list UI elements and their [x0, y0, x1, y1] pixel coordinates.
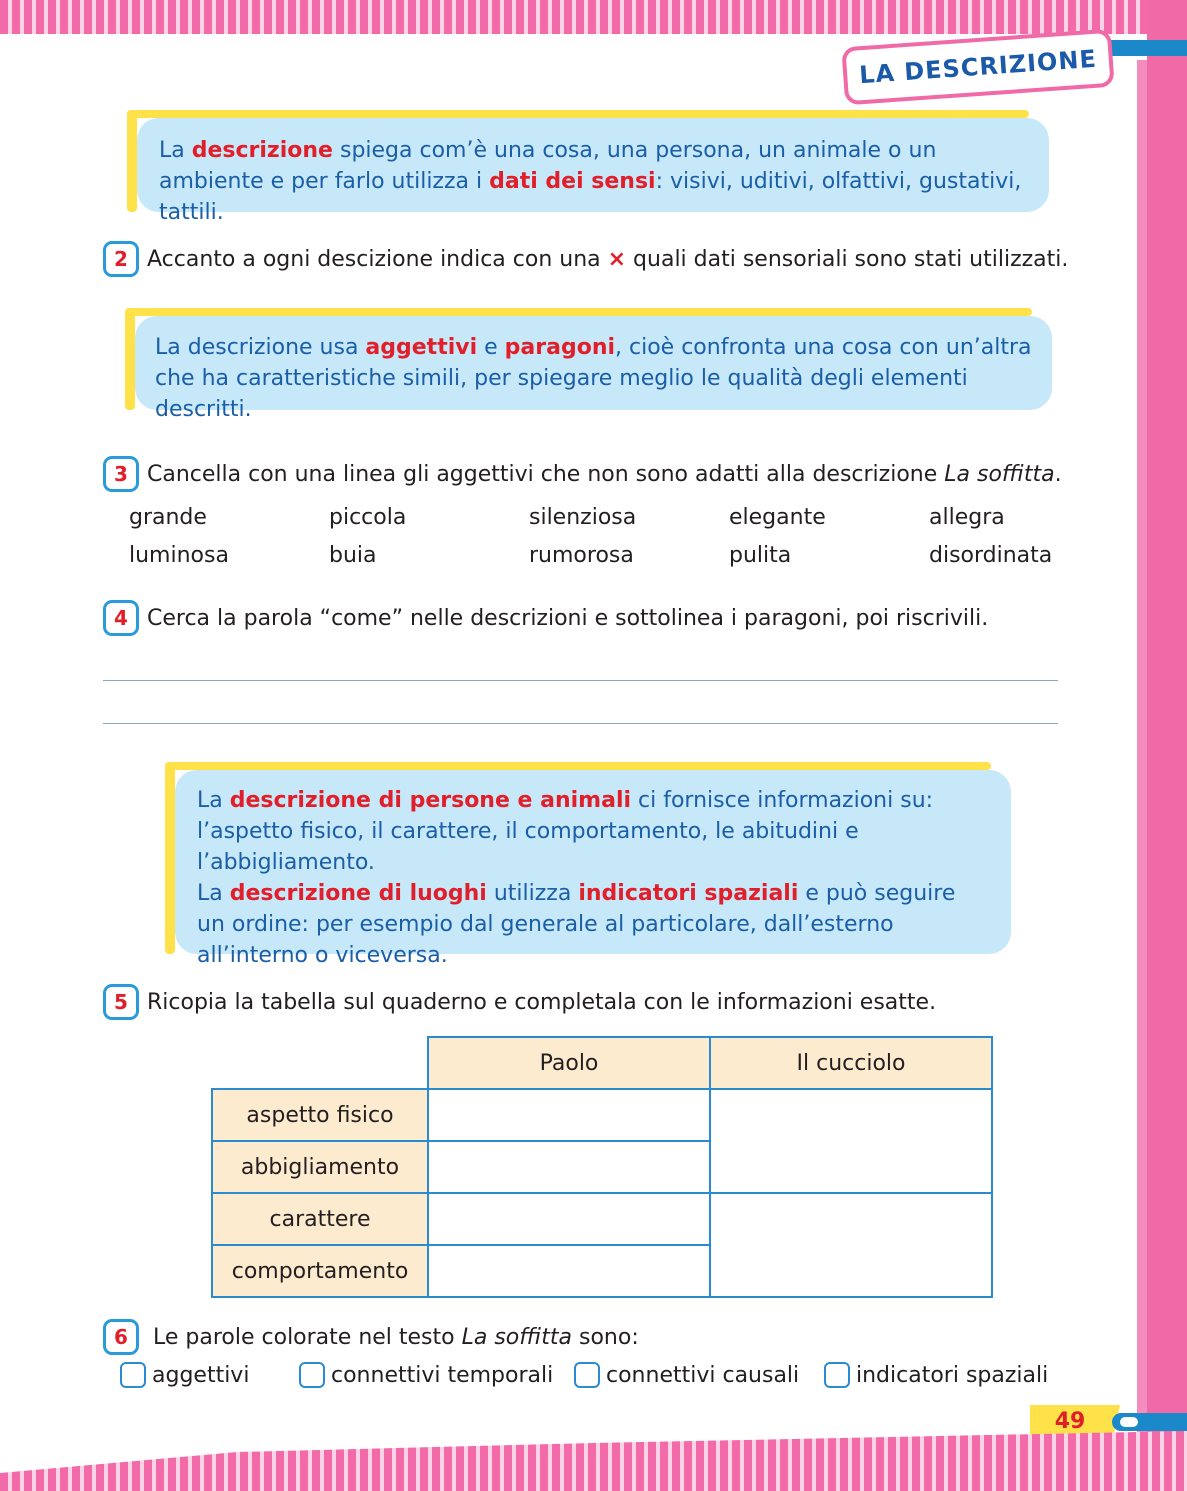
exercise-text: Cancella con una linea gli aggettivi che non sono adatti alla descrizione La soffitta. [147, 461, 1062, 487]
option-connettivi-temporali[interactable] [299, 1362, 553, 1388]
info-text: e può seguire un ordine: per esempio dal generale al particolare, dall’esterno all’interno o viceversa. [197, 881, 956, 968]
table-header-cucciolo: Il cucciolo [710, 1037, 992, 1089]
table-cell[interactable] [710, 1193, 992, 1297]
adjective[interactable]: disordinata [929, 543, 1053, 568]
table-cell[interactable] [710, 1089, 992, 1193]
info-text: , cioè confronta una cosa con un’altra che ha caratteristiche simili, per spiegare meglio le qualità degli elementi descritti. [155, 335, 1032, 422]
adjective[interactable]: piccola [329, 505, 407, 530]
option-aggettivi[interactable] [120, 1362, 249, 1388]
info-text: utilizza [486, 881, 579, 906]
exercise-6 [103, 1319, 639, 1355]
exercise-2 [103, 241, 1068, 277]
highlight-strip [127, 110, 1029, 118]
page-tab-dot [1120, 1417, 1138, 1427]
info-box-descrizione [137, 118, 1049, 225]
adjective[interactable]: rumorosa [529, 543, 634, 568]
adjective[interactable]: grande [129, 505, 207, 530]
bottom-stripes [0, 1431, 1187, 1491]
exercise-number: 3 [103, 456, 139, 492]
exercise-text: Cerca la parola “come” nelle descrizioni e sottolinea i paragoni, poi riscrivili. [147, 605, 989, 631]
checkbox[interactable] [299, 1362, 325, 1388]
info-text: : visivi, uditivi, olfattivi, gustativi, tattili. [159, 169, 1022, 225]
info-text: La [197, 881, 230, 906]
keyword: descrizione di luoghi [229, 881, 487, 906]
highlight-strip-left [165, 762, 175, 954]
exercise-5 [103, 984, 936, 1020]
exercise-text: Le parole colorate nel testo La soffitta sono: [153, 1324, 639, 1350]
option-connettivi-causali[interactable] [574, 1362, 799, 1388]
text-title: La soffitta [944, 461, 1055, 487]
info-box-aggettivi-paragoni [135, 316, 1052, 422]
adjective[interactable]: pulita [729, 543, 792, 568]
table-cell[interactable] [428, 1245, 710, 1297]
option-label: aggettivi [152, 1362, 250, 1388]
info-text: La descrizione usa [155, 335, 366, 360]
table-cell[interactable] [428, 1141, 710, 1193]
keyword: dati dei sensi [489, 169, 656, 194]
adjective[interactable]: silenziosa [529, 505, 637, 530]
section-title-tag [841, 29, 1114, 106]
adjective[interactable]: elegante [729, 505, 826, 530]
right-border-band [1147, 0, 1187, 1491]
keyword: paragoni [504, 335, 616, 360]
exercise-number: 4 [103, 600, 139, 636]
keyword: descrizione di persone e animali [229, 788, 632, 813]
info-text: spiega com’è una cosa, una persona, un animale o un ambiente e per farlo utilizza i [159, 138, 937, 194]
keyword: descrizione [191, 138, 333, 163]
writing-line[interactable] [103, 723, 1058, 724]
option-indicatori-spaziali[interactable] [824, 1362, 1048, 1388]
option-label: connettivi temporali [331, 1362, 554, 1388]
table-row-label: comportamento [212, 1245, 428, 1297]
exercise-text: Ricopia la tabella sul quaderno e completala con le informazioni esatte. [147, 989, 937, 1015]
checkbox[interactable] [120, 1362, 146, 1388]
info-text: ci fornisce informazioni su: l’aspetto fisico, il carattere, il comportamento, le abitudini e l’abbigliamento. [197, 788, 934, 875]
info-table [211, 1036, 993, 1298]
keyword: aggettivi [365, 335, 478, 360]
option-label: indicatori spaziali [856, 1362, 1049, 1388]
table-corner [212, 1037, 428, 1089]
keyword: indicatori spaziali [578, 881, 799, 906]
exercise-number: 5 [103, 984, 139, 1020]
highlight-strip-left [127, 110, 137, 212]
table-cell[interactable] [428, 1193, 710, 1245]
checkbox[interactable] [574, 1362, 600, 1388]
checkbox[interactable] [824, 1362, 850, 1388]
info-text: La [197, 788, 230, 813]
table-header-paolo: Paolo [428, 1037, 710, 1089]
exercise-text: Accanto a ogni descizione indica con una × quali dati sensoriali sono stati utilizzati. [147, 246, 1069, 272]
page-number: 49 [1054, 1409, 1086, 1434]
info-box-persone-luoghi [175, 770, 1011, 968]
top-stripes [0, 0, 1187, 34]
writing-line[interactable] [103, 680, 1058, 681]
table-cell[interactable] [428, 1089, 710, 1141]
adjective[interactable]: luminosa [129, 543, 229, 568]
cross-icon: × [607, 246, 627, 272]
highlight-strip [125, 308, 1032, 316]
exercise-number: 6 [103, 1319, 139, 1355]
option-label: connettivi causali [606, 1362, 800, 1388]
info-text: La [159, 138, 192, 163]
table-row-label: abbigliamento [212, 1141, 428, 1193]
highlight-strip-left [125, 308, 135, 410]
adjective[interactable]: allegra [929, 505, 1005, 530]
exercise-4 [103, 600, 988, 636]
exercise-3 [103, 456, 1062, 492]
adjective[interactable]: buia [329, 543, 377, 568]
highlight-strip [165, 762, 991, 770]
right-border-band-inner [1137, 60, 1147, 1440]
table-row-label: aspetto fisico [212, 1089, 428, 1141]
table-row-label: carattere [212, 1193, 428, 1245]
section-title: LA DESCRIZIONE [858, 44, 1098, 90]
exercise-number: 2 [103, 241, 139, 277]
info-text: e [477, 335, 505, 360]
text-title: La soffitta [461, 1324, 572, 1350]
